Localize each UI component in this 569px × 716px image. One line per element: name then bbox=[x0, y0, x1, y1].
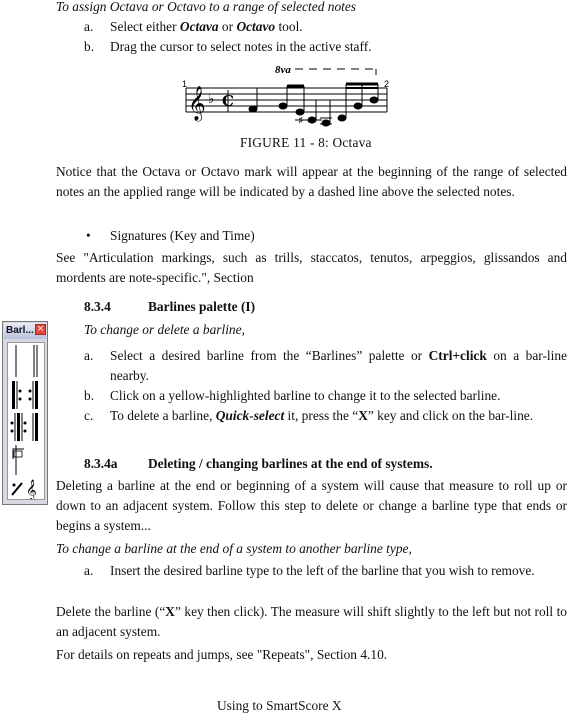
repeat-start-icon[interactable] bbox=[12, 381, 22, 409]
sharp-icon: ♯ bbox=[298, 114, 304, 127]
list-label: a. bbox=[84, 19, 94, 34]
deleting-paragraph: Deleting a barline at the end or beginning of a system will cause that measure to roll up or down to an adjacent system. Follow this step to delete or change a barline type that ends or begins a system... bbox=[56, 478, 567, 533]
double-barline-icon[interactable] bbox=[34, 345, 37, 377]
octava-mark: 8va bbox=[275, 64, 291, 76]
palette-body bbox=[7, 342, 45, 500]
section-title: Barlines palette (I) bbox=[148, 299, 256, 314]
barline-intro: To change or delete a barline, bbox=[84, 322, 245, 337]
list-label: b. bbox=[84, 39, 95, 54]
list-label: a. bbox=[84, 563, 94, 578]
list-text: Click on a yellow-highlighted barline to change it to the selected barline. bbox=[110, 388, 501, 403]
list-label: b. bbox=[84, 388, 95, 403]
list-item bbox=[0, 17, 569, 37]
page-footer: Using to SmartScore X bbox=[217, 698, 342, 713]
list-item bbox=[0, 37, 569, 57]
palette-title[interactable]: Barl... bbox=[4, 323, 46, 339]
bullet-text: Signatures (Key and Time) bbox=[110, 228, 255, 243]
change-intro: To change a barline at the end of a system to another barline type, bbox=[56, 541, 412, 556]
measure-number: 2 bbox=[384, 79, 390, 89]
repeat-end-icon[interactable] bbox=[29, 381, 39, 409]
list-text: Select a desired barline from the “Barlines” palette or Ctrl+click on a bar-line nearby. bbox=[110, 348, 567, 383]
section-title: Deleting / changing barlines at the end of systems. bbox=[148, 456, 433, 471]
delete-paragraph: Delete the barline (“X” key then click). The measure will shift slightly to the left but not roll to an adjacent system. bbox=[56, 604, 567, 639]
section-number: 8.3.4 bbox=[84, 299, 111, 314]
octava-heading: To assign Octava or Octavo to a range of selected notes bbox=[56, 0, 357, 14]
list-text: Drag the cursor to select notes in the active staff. bbox=[110, 39, 372, 54]
barlines-palette[interactable] bbox=[2, 321, 48, 505]
list-text: To delete a barline, Quick-select it, press the “X” key and click on the bar-line. bbox=[110, 408, 534, 423]
common-time-icon: C bbox=[222, 92, 234, 110]
palette-icons bbox=[8, 343, 44, 499]
notes bbox=[249, 84, 378, 126]
measure-number: 1 bbox=[182, 79, 188, 89]
list-item bbox=[0, 346, 569, 386]
ending-bracket-icon[interactable] bbox=[13, 445, 24, 475]
section-number: 8.3.4a bbox=[84, 456, 118, 471]
figure-caption: FIGURE 11 - 8: Octava bbox=[240, 135, 372, 150]
treble-clef-icon: 𝄞 bbox=[188, 86, 206, 121]
list-item bbox=[0, 561, 569, 601]
treble-clef-icon[interactable]: 𝄞 bbox=[26, 480, 37, 499]
pen-tool-icon[interactable] bbox=[12, 483, 22, 495]
bullet-symbol: • bbox=[86, 228, 91, 243]
octava-figure bbox=[180, 60, 390, 132]
octava-paragraph: Notice that the Octava or Octavo mark will appear at the beginning of the range of selected notes an the applied range will be indicated by a dashed line above the selected notes. bbox=[56, 164, 567, 199]
articulation-paragraph: See "Articulation markings, such as trills, staccatos, tenutos, arpeggios, glissandos and mordents are note-specific.", Section bbox=[56, 250, 567, 285]
list-label: c. bbox=[84, 408, 94, 423]
repeats-paragraph: For details on repeats and jumps, see "Repeats", Section 4.10. bbox=[56, 647, 388, 662]
final-barline-icon[interactable] bbox=[33, 413, 38, 441]
flat-icon: ♭ bbox=[208, 92, 215, 107]
list-item bbox=[0, 406, 569, 446]
close-icon[interactable]: × bbox=[36, 324, 45, 334]
list-item bbox=[0, 226, 569, 246]
list-text: Select either Octava or Octavo tool. bbox=[110, 19, 303, 34]
list-item bbox=[0, 386, 569, 406]
repeat-both-icon[interactable] bbox=[11, 413, 27, 441]
list-text: Insert the desired barline type to the left of the barline that you wish to remove. bbox=[110, 563, 535, 578]
list-label: a. bbox=[84, 348, 94, 363]
